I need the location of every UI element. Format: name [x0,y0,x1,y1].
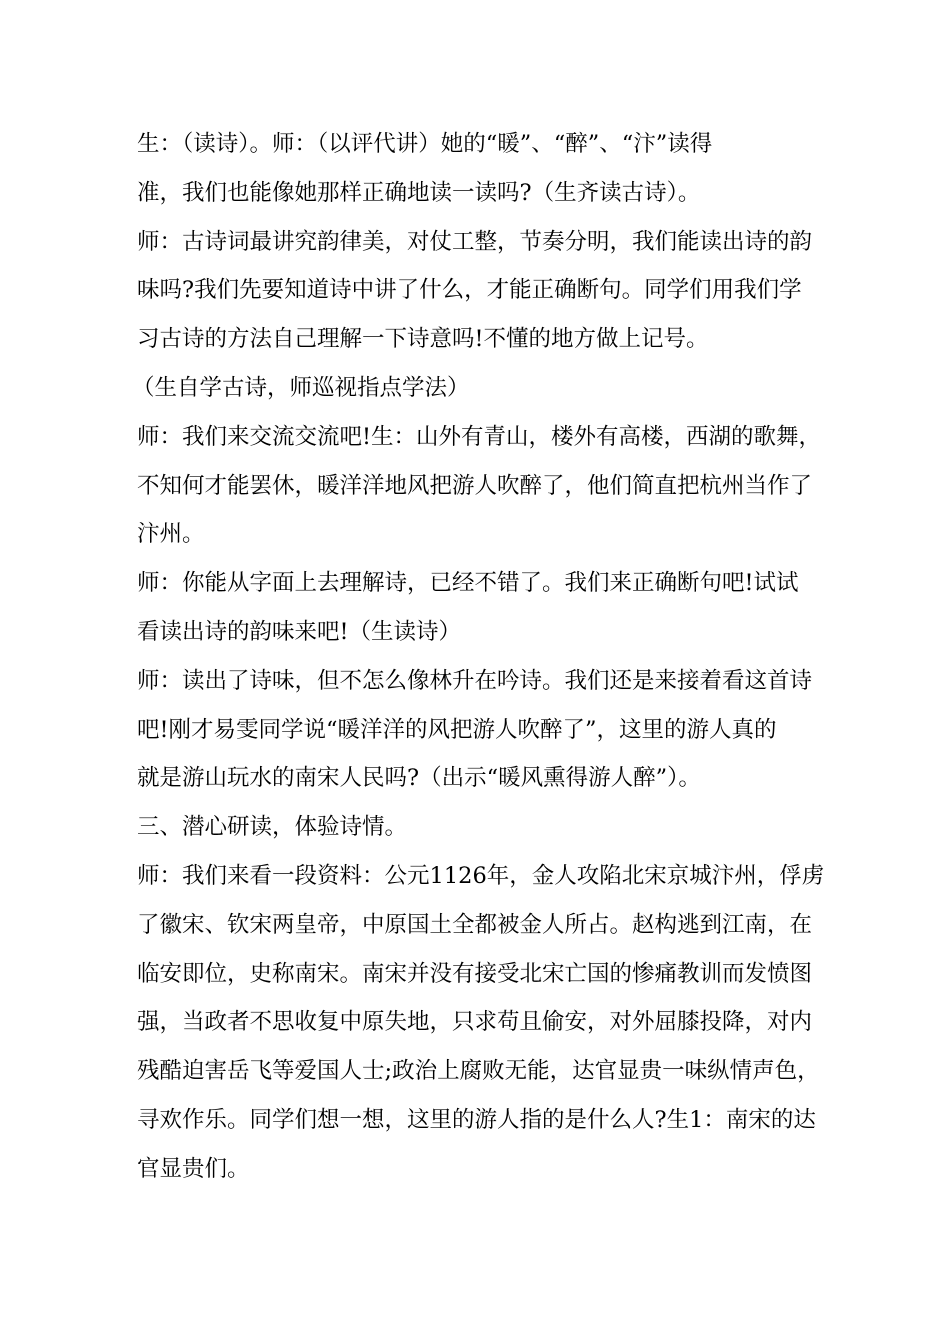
text-line: 寻欢作乐。同学们想一想，这里的游人指的是什么人?生1：南宋的达 [137,1106,816,1133]
document-body [132,120,825,1194]
text-line: 准，我们也能像她那样正确地读一读吗?（生齐读古诗）。 [137,179,701,206]
text-line: 师：我们来看一段资料：公元1126年，金人攻陷北宋京城汴州，俘虏 [137,862,825,889]
text-line: 了徽宋、钦宋两皇帝，中原国土全都被金人所占。赵构逃到江南，在 [137,911,813,938]
text-line: 就是游山玩水的南宋人民吗?（出示“暖风熏得游人醉”）。 [137,765,701,792]
text-line: 残酷迫害岳飞等爱国人士;政治上腐败无能，达官显贵一味纵情声色， [137,1058,820,1085]
text-line: 看读出诗的韵味来吧!（生读诗） [137,618,462,645]
text-line: 师：古诗词最讲究韵律美，对仗工整，节奏分明，我们能读出诗的韵 [137,228,813,255]
text-line: 师：你能从字面上去理解诗，已经不错了。我们来正确断句吧!试试 [137,570,799,597]
text-line: 吧!刚才易雯同学说“暖洋洋的风把游人吹醉了”，这里的游人真的 [137,716,777,743]
text-line: 味吗?我们先要知道诗中讲了什么，才能正确断句。同学们用我们学 [137,277,802,304]
text-line: 汴州。 [137,521,205,548]
text-line: 不知何才能罢休，暖洋洋地风把游人吹醉了，他们简直把杭州当作了 [137,472,813,499]
text-line: 习古诗的方法自己理解一下诗意吗!不懂的地方做上记号。 [137,326,709,353]
section-heading: 三、潜心研读，体验诗情。 [137,814,408,841]
text-line: 生：（读诗）。师：（以评代讲）她的“暖”、“醉”、“汴”读得 [137,131,713,157]
text-line: 临安即位，史称南宋。南宋并没有接受北宋亡国的惨痛教训而发愤图 [137,960,813,987]
text-line: （生自学古诗，师巡视指点学法） [132,374,470,401]
text-line: 官显贵们。 [137,1155,250,1182]
text-line: 强，当政者不思收复中原失地，只求苟且偷安，对外屈膝投降，对内 [137,1009,813,1036]
text-line: 师：读出了诗味，但不怎么像林升在吟诗。我们还是来接着看这首诗 [137,667,813,694]
text-line: 师：我们来交流交流吧!生：山外有青山，楼外有高楼，西湖的歌舞， [137,423,822,450]
